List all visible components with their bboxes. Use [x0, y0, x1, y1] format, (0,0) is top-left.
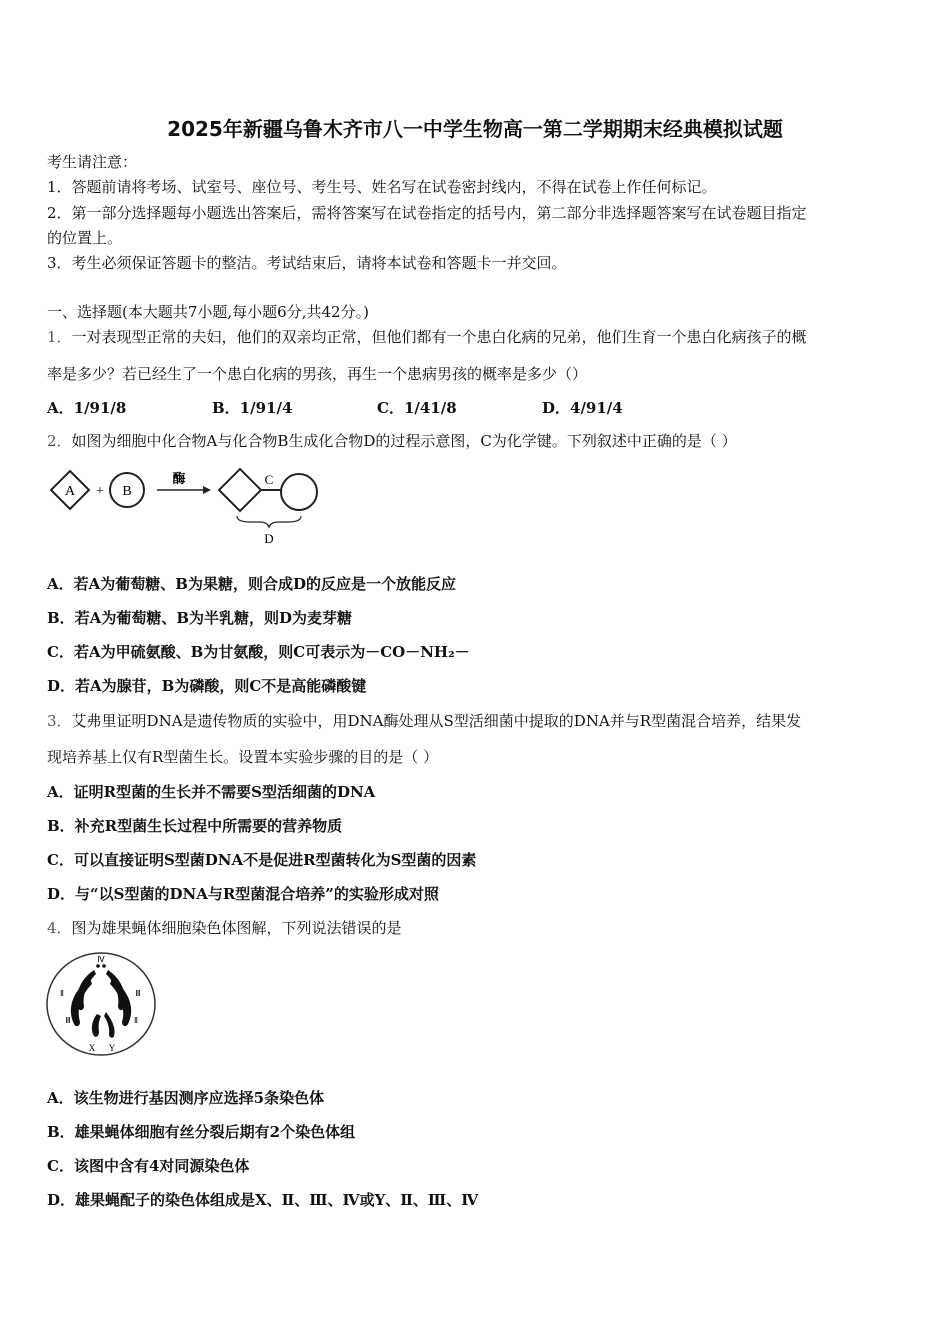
- label-b: B: [122, 484, 132, 499]
- q1-option-b: B．1/91/4: [212, 399, 293, 417]
- q3-option-d: D．与“以S型菌的DNA与R型菌混合培养”的实验形成对照: [47, 885, 439, 903]
- chromosome-y: [104, 1012, 115, 1038]
- q3-option-a: A．证明R型菌的生长并不需要S型活细菌的DNA: [47, 783, 376, 801]
- label-y: Y: [108, 1043, 116, 1053]
- q3-stem-line1: 3．艾弗里证明DNA是遗传物质的实验中，用DNA酶处理从S型活细菌中提取的DNA并与R型菌混合培养，结果发: [47, 712, 802, 730]
- label-c: C: [264, 472, 274, 487]
- question-number: 2．: [47, 432, 72, 450]
- label-iii-left: Ⅲ: [65, 1016, 71, 1025]
- q2-option-b: B．若A为葡萄糖、B为半乳糖，则D为麦芽糖: [47, 609, 353, 627]
- chromosome-iv-dot: [102, 964, 106, 968]
- notice-item: 的位置上。: [47, 229, 123, 247]
- drosophila-chromosome-diagram: [44, 950, 158, 1058]
- q4-option-b: B．雄果蝇体细胞有丝分裂后期有2个染色体组: [47, 1123, 356, 1141]
- label-ii-left: Ⅱ: [60, 989, 64, 998]
- section-heading: 一、选择题(本大题共7小题,每小题6分,共42分。): [47, 303, 369, 321]
- question-number: 3．: [47, 712, 72, 730]
- q3-stem-line2: 现培养基上仅有R型菌生长。设置本实验步骤的目的是（ ）: [47, 748, 439, 766]
- q2-option-d: D．若A为腺苷，B为磷酸，则C不是高能磷酸键: [47, 677, 367, 695]
- label-a: A: [64, 484, 76, 499]
- q4-option-c: C．该图中含有4对同源染色体: [47, 1157, 250, 1175]
- q3-option-c: C．可以直接证明S型菌DNA不是促进R型菌转化为S型菌的因素: [47, 851, 477, 869]
- cell-outline: [47, 953, 155, 1055]
- product-circle: [281, 474, 317, 510]
- notice-item: 1．答题前请将考场、试室号、座位号、考生号、姓名写在试卷密封线内，不得在试卷上作任何标记。: [47, 178, 717, 196]
- q1-option-a: A．1/91/8: [47, 399, 127, 417]
- notice-heading: 考生请注意：: [47, 153, 138, 171]
- q4-stem: 4．图为雄果蝇体细胞染色体图解，下列说法错误的是: [47, 919, 402, 937]
- label-iii-right: Ⅲ: [135, 989, 141, 998]
- question-number: 1．: [47, 328, 72, 346]
- label-d: D: [264, 531, 274, 546]
- plus-sign: +: [96, 484, 104, 499]
- question-number: 4．: [47, 919, 72, 937]
- label-iv: Ⅳ: [97, 955, 105, 964]
- page-title: 2025年新疆乌鲁木齐市八一中学生物高一第二学期期末经典模拟试题: [167, 117, 783, 141]
- q1-stem-line1: 1．一对表现型正常的夫妇，他们的双亲均正常，但他们都有一个患白化病的兄弟，他们生育一个患白化病孩子的概: [47, 328, 807, 346]
- compound-reaction-diagram: [45, 464, 325, 548]
- enzyme-label: 酶: [172, 471, 186, 486]
- q1-stem-line2: 率是多少？若已经生了一个患白化病的男孩，再生一个患病男孩的概率是多少（）: [47, 365, 588, 383]
- chromosome-iv-dot: [96, 964, 100, 968]
- label-x: X: [88, 1043, 96, 1053]
- chromosome-x: [92, 1014, 101, 1037]
- notice-item: 3．考生必须保证答题卡的整洁。考试结束后，请将本试卷和答题卡一并交回。: [47, 254, 567, 272]
- q2-option-c: C．若A为甲硫氨酸、B为甘氨酸，则C可表示为－CO－NH₂－: [47, 643, 470, 661]
- q3-option-b: B．补充R型菌生长过程中所需要的营养物质: [47, 817, 343, 835]
- q1-option-c: C．1/41/8: [377, 399, 457, 417]
- product-diamond: [219, 469, 261, 511]
- q2-stem: 2．如图为细胞中化合物A与化合物B生成化合物D的过程示意图，C为化学键。下列叙述中正确的是（ ）: [47, 432, 737, 450]
- q2-option-a: A．若A为葡萄糖、B为果糖，则合成D的反应是一个放能反应: [47, 575, 456, 593]
- brace-d: [237, 516, 301, 527]
- q1-option-d: D．4/91/4: [542, 399, 623, 417]
- label-ii-right: Ⅱ: [134, 1016, 138, 1025]
- q4-option-a: A．该生物进行基因测序应选择5条染色体: [47, 1089, 325, 1107]
- arrow-head-icon: [203, 486, 211, 494]
- notice-item: 2．第一部分选择题每小题选出答案后，需将答案写在试卷指定的括号内，第二部分非选择题答案写在试卷题目指定: [47, 204, 807, 222]
- q4-option-d: D．雄果蝇配子的染色体组成是X、Ⅱ、Ⅲ、Ⅳ或Y、Ⅱ、Ⅲ、Ⅳ: [47, 1191, 479, 1209]
